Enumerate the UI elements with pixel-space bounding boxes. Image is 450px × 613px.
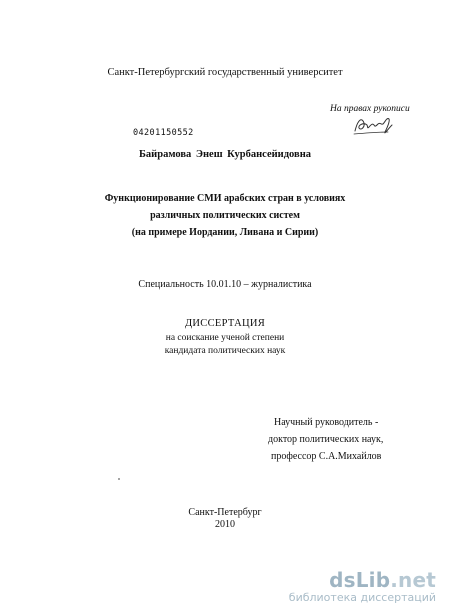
document-type: ДИССЕРТАЦИЯ xyxy=(184,318,266,329)
watermark-subtitle: библиотека диссертаций xyxy=(288,591,436,604)
adviser-line-1: Научный руководитель - xyxy=(274,417,379,428)
title-line-1: Функционирование СМИ арабских стран в условиях xyxy=(104,193,346,204)
watermark-logo-suffix: .net xyxy=(390,568,436,592)
rights-notice: На правах рукописи xyxy=(330,104,410,114)
specialty-line: Специальность 10.01.10 – журналистика xyxy=(138,279,312,290)
degree-line-1: на соискание ученой степени xyxy=(165,333,285,343)
scan-speck xyxy=(118,478,120,480)
handwritten-signature xyxy=(352,113,398,137)
adviser-line-3: профессор С.А.Михайлов xyxy=(271,451,382,462)
serial-number: 04201150552 xyxy=(133,128,194,138)
watermark-logo xyxy=(289,569,436,591)
adviser-line-2: доктор политических наук, xyxy=(268,434,384,445)
watermark xyxy=(289,569,436,604)
watermark-logo-main: dsLib xyxy=(329,568,391,592)
university-name: Санкт-Петербургский государственный университет xyxy=(107,67,343,78)
year: 2010 xyxy=(215,519,235,530)
city: Санкт-Петербург xyxy=(188,507,262,518)
title-line-2: различных политических систем xyxy=(150,210,300,221)
title-line-3: (на примере Иордании, Ливана и Сирии) xyxy=(131,227,319,238)
degree-line-2: кандидата политических наук xyxy=(164,346,286,356)
author-name: Байрамова Энеш Курбансейидовна xyxy=(138,149,311,160)
